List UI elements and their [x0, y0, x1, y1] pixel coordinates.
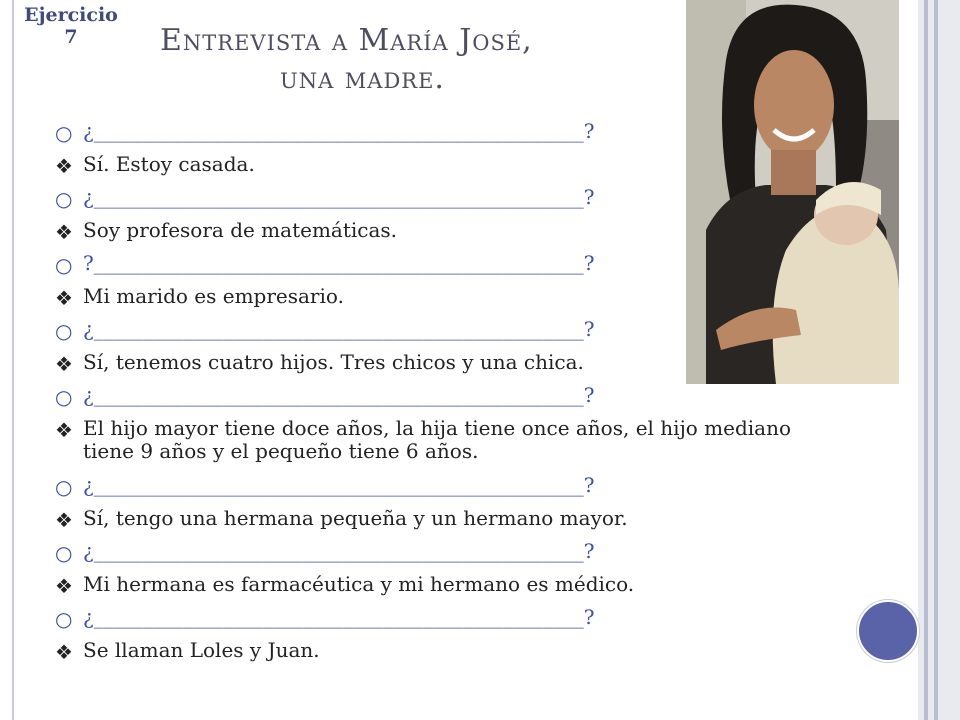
diamond-bullet-icon: ❖ [55, 508, 73, 532]
question-text: ¿_________________________________________________? [83, 473, 595, 497]
exercise-label-number: 7 [64, 26, 78, 48]
band-stripe [924, 0, 928, 720]
right-decorative-band [918, 0, 960, 720]
answer-text: Sí. Estoy casada. [83, 152, 255, 176]
answer-text: El hijo mayor tiene doce años, la hija tiene once años, el hijo mediano tiene 9 años y el pequeño tiene 6 años. [83, 416, 792, 463]
answer-text: Se llaman Loles y Juan. [83, 638, 320, 662]
circle-bullet-icon: ○ [55, 121, 73, 145]
decorative-circle [857, 600, 919, 662]
answer-item [55, 638, 815, 664]
exercise-label [13, 4, 129, 48]
question-blank[interactable] [55, 317, 815, 343]
answer-text: Sí, tengo una hermana pequeña y un hermano mayor. [83, 506, 628, 530]
answer-text: Sí, tenemos cuatro hijos. Tres chicos y una chica. [83, 350, 584, 374]
diamond-bullet-icon: ❖ [55, 220, 73, 244]
circle-bullet-icon: ○ [55, 541, 73, 565]
circle-bullet-icon: ○ [55, 319, 73, 343]
answer-item [55, 284, 815, 310]
question-text: ¿_________________________________________________? [83, 383, 595, 407]
question-blank[interactable] [55, 119, 815, 145]
diamond-bullet-icon: ❖ [55, 640, 73, 664]
band-stripe [934, 0, 938, 720]
circle-bullet-icon: ○ [55, 187, 73, 211]
question-text: ¿_________________________________________________? [83, 119, 595, 143]
question-text: ¿_________________________________________________? [83, 317, 595, 341]
answer-item [55, 218, 815, 244]
question-text: ¿_________________________________________________? [83, 605, 595, 629]
question-blank[interactable] [55, 185, 815, 211]
question-blank[interactable] [55, 473, 815, 499]
exercise-label-line1: Ejercicio [24, 4, 118, 26]
question-blank[interactable] [55, 383, 815, 409]
question-text: ?_________________________________________________? [83, 251, 595, 275]
interview-list [55, 120, 815, 672]
answer-text: Soy profesora de matemáticas. [83, 218, 398, 242]
diamond-bullet-icon: ❖ [55, 352, 73, 376]
circle-bullet-icon: ○ [55, 253, 73, 277]
answer-item [55, 350, 815, 376]
circle-bullet-icon: ○ [55, 385, 73, 409]
diamond-bullet-icon: ❖ [55, 286, 73, 310]
left-border-line [12, 0, 14, 720]
answer-item [55, 572, 815, 598]
diamond-bullet-icon: ❖ [55, 418, 73, 442]
diamond-bullet-icon: ❖ [55, 154, 73, 178]
question-blank[interactable] [55, 539, 815, 565]
circle-bullet-icon: ○ [55, 475, 73, 499]
question-blank[interactable] [55, 605, 815, 631]
question-text: ¿_________________________________________________? [83, 539, 595, 563]
answer-item [55, 152, 815, 178]
title-line1: Entrevista a María José, [160, 23, 533, 58]
answer-text: Mi hermana es farmacéutica y mi hermano es médico. [83, 572, 635, 596]
answer-text: Mi marido es empresario. [83, 284, 344, 308]
circle-bullet-icon: ○ [55, 607, 73, 631]
answer-item [55, 417, 815, 463]
question-blank[interactable] [55, 251, 815, 277]
slide-title [160, 22, 700, 98]
title-line2: una madre. [280, 61, 445, 96]
question-text: ¿_________________________________________________? [83, 185, 595, 209]
answer-item [55, 506, 815, 532]
diamond-bullet-icon: ❖ [55, 574, 73, 598]
